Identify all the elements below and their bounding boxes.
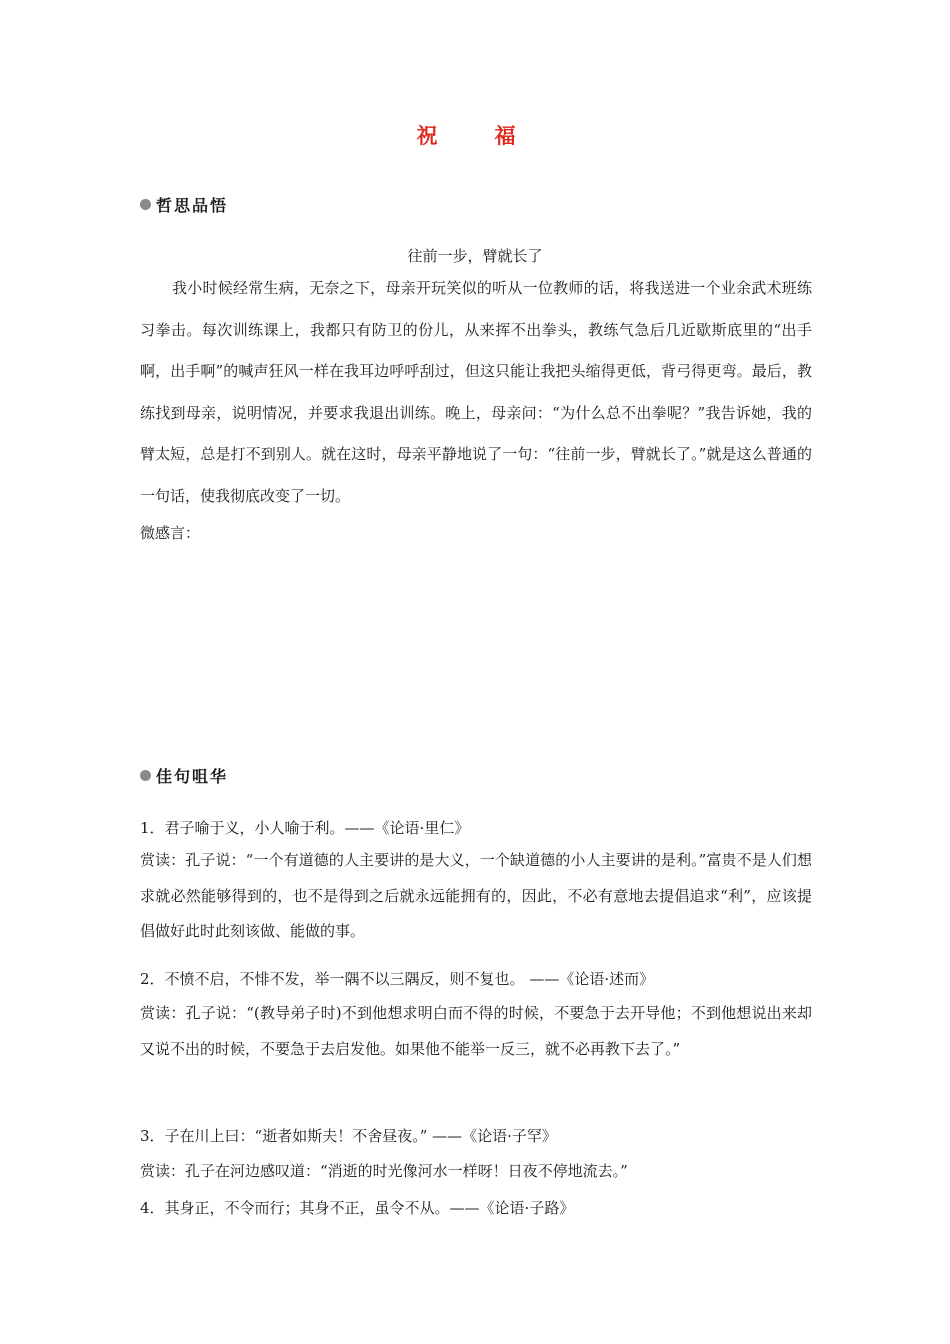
- page-title: 祝 福: [416, 124, 534, 148]
- commentary-1: 赏读：孔子说：“一个有道德的人主要讲的是大义，一个缺道德的小人主要讲的是利。”富贵不是人们想求就必然能够得到的，也不是得到之后就永远能拥有的，因此，不必有意地去提倡追求“利”，应该提倡做好此时此刻该做、能做的事。: [140, 851, 812, 940]
- quote-2: 2．不愤不启，不悱不发，举一隅不以三隅反，则不复也。 ——《论语·述而》: [140, 970, 655, 988]
- reflection-label: 微感言：: [140, 524, 201, 542]
- bullet-icon: [140, 770, 151, 781]
- story-body: 我小时候经常生病，无奈之下，母亲开玩笑似的听从一位教师的话，将我送进一个业余武术班练习拳击。每次训练课上，我都只有防卫的份儿，从来挥不出拳头，教练气急后几近歇斯底里的“出手啊，出手啊”的喊声狂风一样在我耳边呼呼刮过，但这只能让我把头缩得更低，背弓得更弯。最后，教练找到母亲，说明情况，并要求我退出训练。晚上，母亲问：“为什么总不出拳呢？”我告诉她，我的臂太短，总是打不到别人。就在这时，母亲平静地说了一句：“往前一步，臂就长了。”就是这么普通的一句话，使我彻底改变了一切。: [140, 279, 812, 505]
- section-heading-zhesi: [140, 193, 228, 216]
- section-heading-jiaju: [140, 764, 228, 787]
- commentary-3: 赏读：孔子在河边感叹道：“消逝的时光像河水一样呀！日夜不停地流去。”: [140, 1162, 628, 1180]
- story-title: 往前一步，臂就长了: [407, 247, 543, 265]
- quote-3: 3．子在川上曰：“逝者如斯夫！不舍昼夜。” ——《论语·子罕》: [140, 1127, 557, 1145]
- quote-1: 1．君子喻于义，小人喻于利。——《论语·里仁》: [140, 819, 470, 837]
- quote-4: 4．其身正，不令而行；其身不正，虽令不从。——《论语·子路》: [140, 1199, 575, 1217]
- section-heading-label: 佳句咀华: [156, 767, 229, 786]
- commentary-2: 赏读：孔子说：“(教导弟子时)不到他想求明白而不得的时候，不要急于去开导他；不到他想说出来却又说不出的时候，不要急于去启发他。如果他不能举一反三，就不必再教下去了。”: [140, 1004, 812, 1058]
- section-heading-label: 哲思品悟: [156, 196, 229, 215]
- bullet-icon: [140, 199, 151, 210]
